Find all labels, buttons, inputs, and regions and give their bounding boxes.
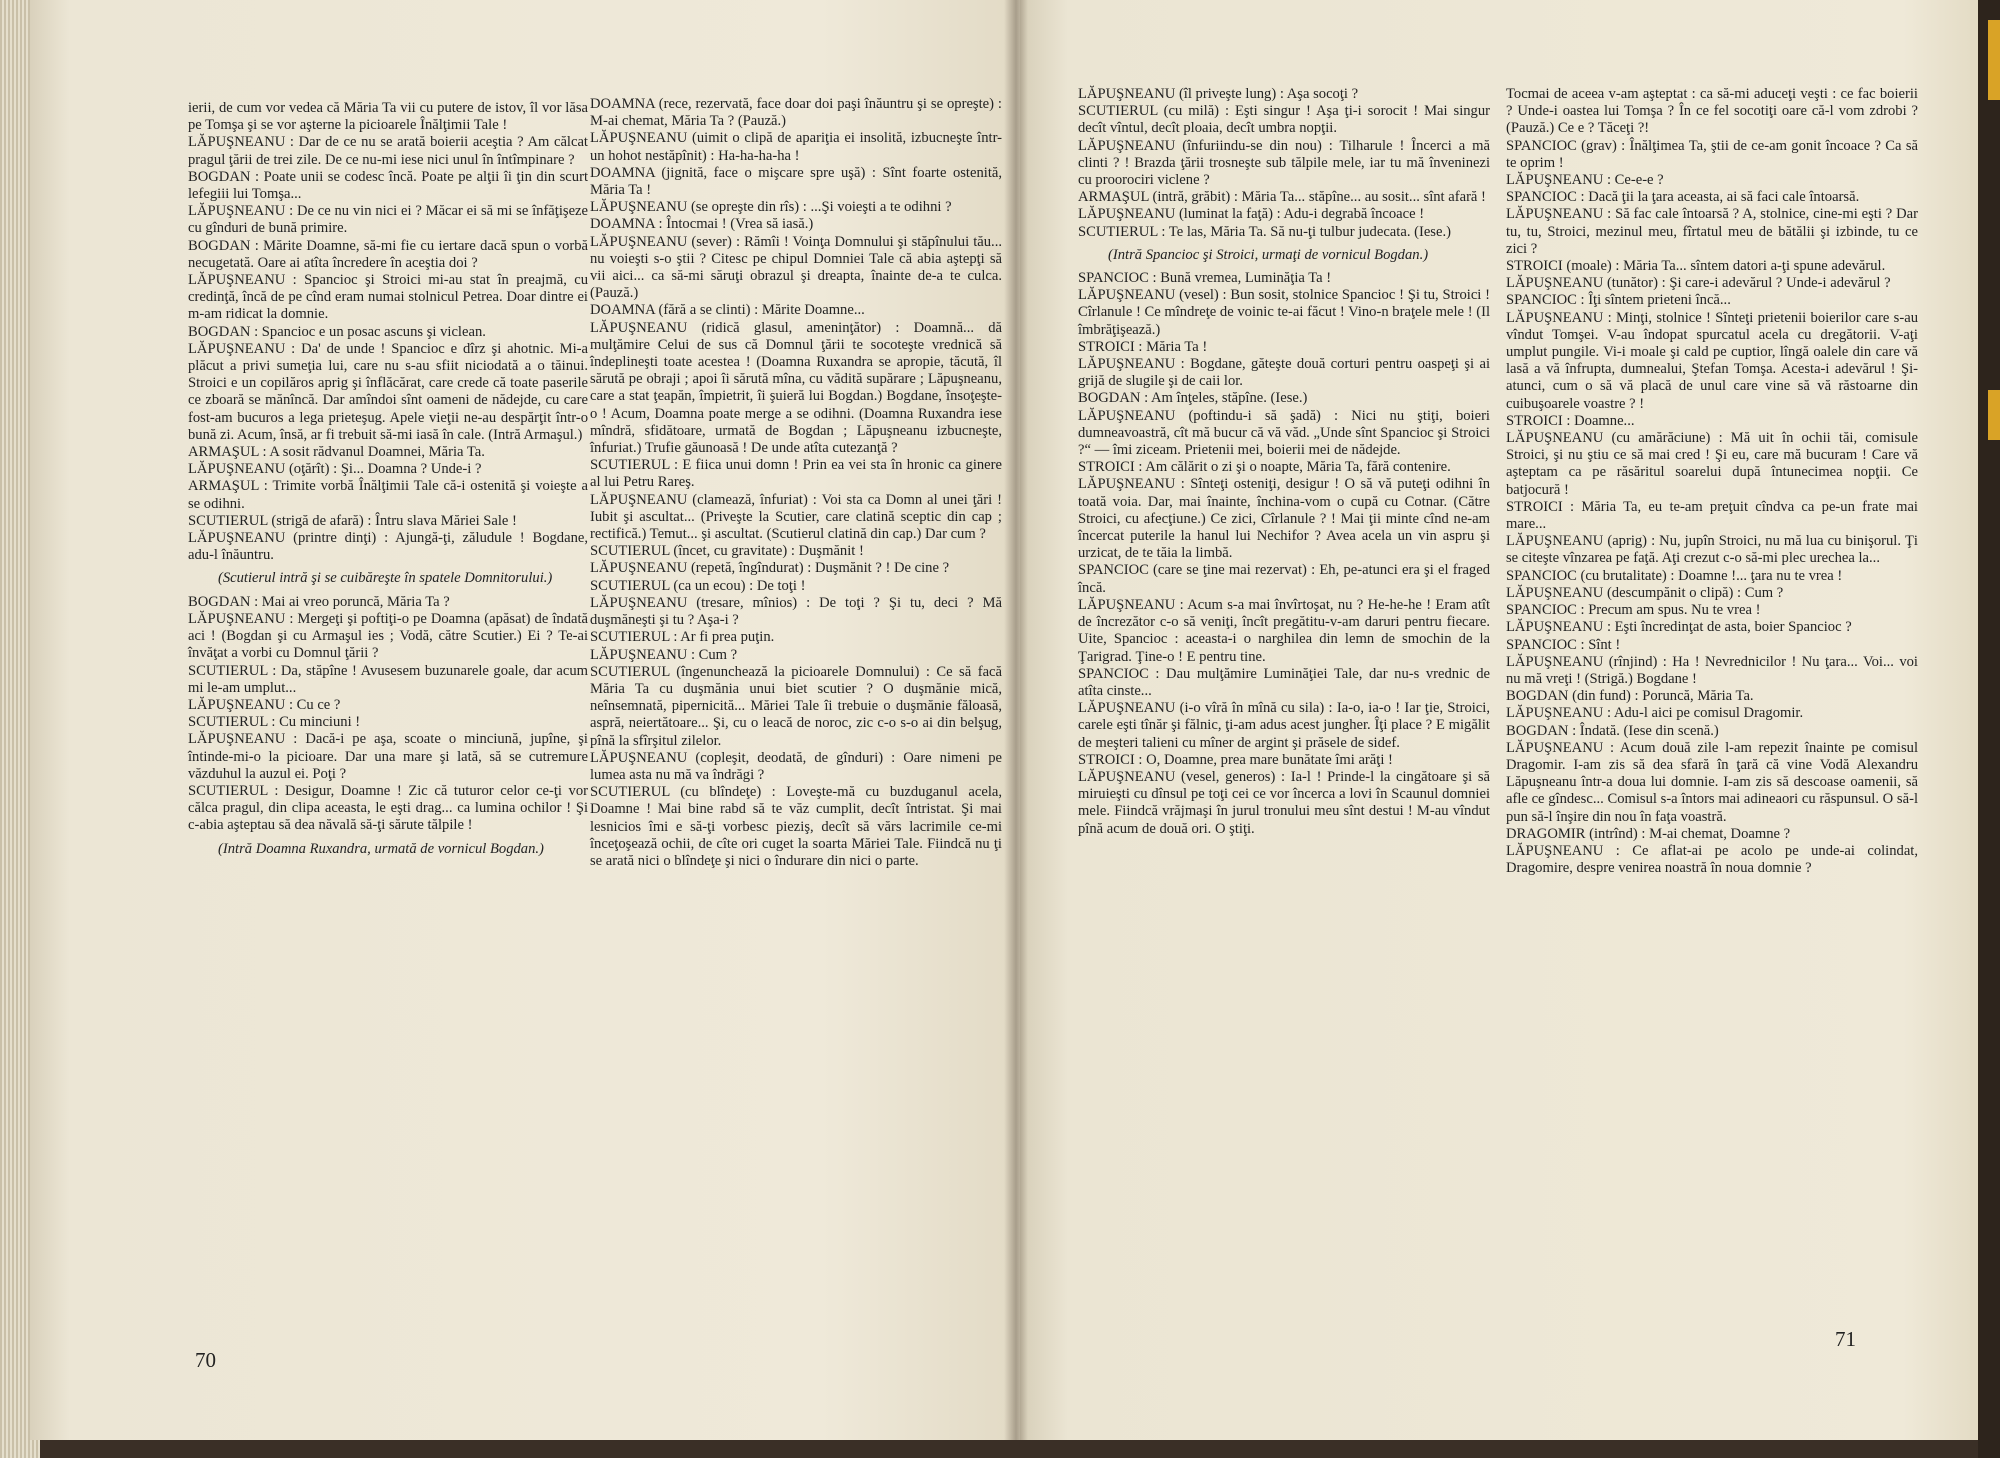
dialogue-line: BOGDAN : Am înţeles, stăpîne. (Iese.): [1078, 390, 1308, 407]
dialogue-line: LĂPUŞNEANU (luminat la faţă) : Adu-i degrabă încoace !: [1078, 206, 1425, 223]
dialogue-line: LĂPUŞNEANU (descumpănit o clipă) : Cum ?: [1506, 584, 1784, 601]
page-number-right: 71: [1835, 1327, 1856, 1351]
book-spine: [1004, 0, 1028, 1440]
dialogue-line: SCUTIERUL : Da, stăpîne ! Avusesem buzunarele goale, dar acum mi le-am umplut...: [188, 662, 588, 696]
dialogue-line: SPANCIOC (cu brutalitate) : Doamne !... ţara nu te vrea !: [1506, 567, 1843, 584]
dialogue-line: LĂPUŞNEANU : Cu ce ?: [188, 696, 341, 713]
dialogue-line: SCUTIERUL (strigă de afară) : Întru slava Măriei Sale !: [188, 512, 517, 529]
dialogue-line: LĂPUŞNEANU (îl priveşte lung) : Aşa socoţi ?: [1078, 86, 1359, 102]
page-number-left: 70: [195, 1348, 216, 1372]
dialogue-line: SCUTIERUL : Cu minciuni !: [188, 714, 361, 731]
dialogue-line: LĂPUŞNEANU : Să fac cale întoarsă ? A, stolnice, cine-mi eşti ? Dar tu, tu, Stroici, mezinul meu, fîrtatul meu de bătălii şi izbinde, tu ce zici ?: [1506, 206, 1918, 257]
dialogue-line: SCUTIERUL (cu milă) : Eşti singur ! Aşa ţi-i sorocit ! Mai singur decît vîntul, decît ploaia, decît umbra nopţii.: [1078, 103, 1490, 137]
dialogue-line: LĂPUŞNEANU : Ce aflat-ai pe acolo pe unde-ai colindat, Dragomire, despre venirea noastră în noua domnie ?: [1506, 842, 1918, 877]
dialogue-line: SPANCIOC (grav) : Înălţimea Ta, ştii de ce-am gonit încoace ? Ca să te oprim !: [1506, 137, 1918, 171]
dialogue-line: LĂPUŞNEANU (rînjind) : Ha ! Nevrednicilor ! Nu ţara... Voi... voi nu mă vreţi ! (Strigă.) Bogdane !: [1506, 653, 1918, 687]
stage-direction: (Intră Doamna Ruxandra, urmată de vornicul Bogdan.): [218, 840, 544, 857]
dialogue-line: SCUTIERUL : Desigur, Doamne ! Zic că tuturor celor ce-ţi vor călca pragul, din clipa aceasta, le eşti drag... ca lumina ochilor ! Şi c-abia aşteptau să dea năvală să-ţi sărute tălpile !: [188, 782, 588, 834]
dialogue-line: DOAMNA (rece, rezervată, face doar doi paşi înăuntru şi se opreşte) : M-ai chemat, Măria Ta ? (Pauză.): [590, 96, 1002, 130]
dialogue-line: LĂPUŞNEANU (tresare, mînios) : De toţi ? Şi tu, deci ? Mă duşmăneşti şi tu ? Aşa-i ?: [590, 594, 1002, 629]
cover-edge: [1978, 0, 2000, 1458]
dialogue-line: LĂPUŞNEANU : Spancioc şi Stroici mi-au stat în preajmă, cu credinţă, încă de pe cînd eram numai stolnicul Petrea. Doar dintre ei m-am ridicat la domnie.: [188, 272, 588, 323]
right-column-2: [1506, 86, 1918, 877]
dialogue-line: SPANCIOC : Sînt !: [1506, 636, 1621, 653]
dialogue-line: LĂPUŞNEANU (printre dinţi) : Ajungă-ţi, zăludule ! Bogdane, adu-l înăuntru.: [188, 530, 588, 564]
dialogue-line: STROICI (moale) : Măria Ta... sîntem datori a-ţi spune adevărul.: [1506, 258, 1886, 275]
dialogue-line: SCUTIERUL : E fiica unui domn ! Prin ea vei sta în hronic ca ginere al lui Petru Rareş.: [590, 457, 1002, 491]
dialogue-line: SPANCIOC (care se ţine mai rezervat) : Eh, pe-atunci era şi el fraged încă.: [1078, 562, 1490, 596]
dialogue-line: LĂPUŞNEANU (aprig) : Nu, jupîn Stroici, nu mă lua cu binişorul. Ţi se citeşte vînzarea pe faţă. Aţi crezut c-o să-mi plec urechea la...: [1506, 533, 1918, 567]
dialogue-line: LĂPUŞNEANU : Adu-l aici pe comisul Dragomir.: [1506, 705, 1804, 722]
dialogue-line: ARMAŞUL (intră, grăbit) : Măria Ta... stăpîne... au sosit... sînt afară !: [1078, 189, 1486, 206]
dialogue-line: LĂPUŞNEANU (i-o vîră în mînă cu sila) : Ia-o, ia-o ! Iar ţie, Stroici, carele eşti tînăr şi fălnic, ţi-am adus acest jungher. Îţi place ? E migălit de meşteri talieni cu mîner de argint şi prăsele de sidef.: [1078, 700, 1490, 751]
dialogue-line: BOGDAN : Mai ai vreo poruncă, Măria Ta ?: [188, 593, 450, 610]
bookmark-tab: [1988, 20, 2000, 100]
left-page: [30, 0, 1020, 1440]
dialogue-line: LĂPUŞNEANU : Ce-e-e ?: [1506, 172, 1664, 189]
dialogue-line: ARMAŞUL : A sosit rădvanul Doamnei, Măria Ta.: [188, 444, 485, 461]
dialogue-line: SCUTIERUL : Ar fi prea puţin.: [590, 629, 775, 646]
dialogue-line: DOAMNA (fără a se clinti) : Mărite Doamne...: [590, 302, 865, 319]
dialogue-line: STROICI : Am călărit o zi şi o noapte, Măria Ta, fără contenire.: [1078, 459, 1451, 476]
dialogue-line: SCUTIERUL (îngenunchează la picioarele Domnului) : Ce să facă Măria Ta cu duşmănia unui biet scutier ? O duşmănie mică, neînsemnată, pipernicită... Măriei Tale îi trebuie o duşmănie făloasă, aspră, neiertătoare... Şi, cu o leacă de noroc, zic c-o s-o ai din belşug, pînă la sfîrşitul zilelor.: [590, 663, 1002, 749]
dialogue-line: BOGDAN : Poate unii se codesc încă. Poate pe alţii îi ţin din scurt lefegiii lui Tomşa...: [188, 168, 588, 203]
dialogue-line: LĂPUŞNEANU (ridică glasul, ameninţător) : Doamnă... dă mulţămire Celui de sus că Domnul ţării te socoteşte vrednică să îndeplineşti toate acestea ! (Doamna Ruxandra se apropie, tăcută, îl sărută pe obraji ; apoi îi sărută mîna, cu vădită supărare ; Lăpuşneanu, care a stat ţeapăn, împietrit, îi şuieră lui Bogdan.) Bogdane, însoţeşte-o ! Acum, Doamna poate merge a se odihni. (Doamna Ruxandra iese mîndră, sfidătoare, urmată de Bogdan ; Lăpuşneanu izbucneşte, înfuriat.) Trufie găunoasă ! De unde atîta cutezanţă ?: [590, 319, 1002, 457]
dialogue-line: LĂPUŞNEANU (clamează, înfuriat) : Voi sta ca Domn al unei ţări ! Iubit şi ascultat... (Priveşte la Scutier, care clatină sceptic din cap ; rectifică.) Temut... şi ascultat. (Scutierul clatină din cap.) Dar cum ?: [590, 491, 1002, 543]
dialogue-line: LĂPUŞNEANU (cu amărăciune) : Mă uit în ochii tăi, comisule Stroici, şi nu ştiu ce să mai cred ! Şi eu, care mă bucuram ! Care vă aşteptam ca pe răsăritul soarelui după întunecimea nopţii. Ce batjocură !: [1506, 430, 1918, 498]
dialogue-line: BOGDAN : Îndată. (Iese din scenă.): [1506, 722, 1719, 739]
dialogue-line: LĂPUŞNEANU : Da' de unde ! Spancioc e dîrz şi ahotnic. Mi-a plăcut a privi sumeţia lui, care nu s-au sfiit niciodată a o tăinui. Stroici e un copilăros aprig şi înflăcărat, care crede că toate paserile ce zboară se mănîncă. Dar amîndoi sînt oameni de nădejde, cu care fost-am bucuros a lega prieteşug. Apele vieţii ne-au despărţit într-o bună zi. Acum, însă, ar fi trebuit să-mi iasă în cale. (Intră Armaşul.): [188, 340, 588, 443]
dialogue-line: DOAMNA (jignită, face o mişcare spre uşă) : Sînt foarte ostenită, Măria Ta !: [590, 164, 1002, 199]
dialogue-line: SPANCIOC : Precum am spus. Nu te vrea !: [1506, 602, 1761, 619]
dialogue-line: STROICI : Măria Ta, eu te-am preţuit cîndva ca pe-un frate mai mare...: [1506, 498, 1918, 533]
dialogue-line: LĂPUŞNEANU (oţărît) : Şi... Doamna ? Unde-i ?: [188, 461, 482, 478]
dialogue-line: LĂPUŞNEANU (poftindu-i să şadă) : Nici nu ştiţi, boieri dumneavoastră, cît mă bucur că vă văd. „Unde sînt Spancioc şi Stroici ?“ — îmi ziceam. Prietenii mei, boierii mei de nădejde.: [1078, 407, 1490, 459]
right-column-1: [1078, 86, 1490, 838]
dialogue-line: SCUTIERUL (ca un ecou) : De toţi !: [590, 577, 806, 594]
dialogue-line: STROICI : O, Doamne, prea mare bunătate îmi arăţi !: [1078, 751, 1393, 768]
dialogue-line: LĂPUŞNEANU (repetă, îngîndurat) : Duşmănit ? ! De cine ?: [590, 560, 950, 577]
dialogue-line: SCUTIERUL (încet, cu gravitate) : Duşmănit !: [590, 543, 864, 560]
dialogue-line: BOGDAN : Spancioc e un posac ascuns şi viclean.: [188, 323, 486, 340]
dialogue-line: DOAMNA : Întocmai ! (Vrea să iasă.): [590, 216, 814, 233]
dialogue-line: LĂPUŞNEANU (sever) : Rămîi ! Voinţa Domnului şi stăpînului tău... nu voieşti s-o ştii ? Citesc pe chipul Domniei Tale că abia aştepţi să vii aici... ca să-mi săruţi obrazul şi dreapta, înainte de-a te culca. (Pauză.): [590, 233, 1002, 302]
dialogue-line: LĂPUŞNEANU (copleşit, deodată, de gînduri) : Oare nimeni pe lumea asta nu mă va îndrăgi ?: [590, 749, 1002, 783]
dialogue-line: LĂPUŞNEANU : Dacă-i pe aşa, scoate o minciună, jupîne, şi întinde-mi-o la picioare. Dar una mare şi lată, să se cutremure văzduhul la auzul ei. Poţi ?: [188, 731, 588, 782]
dialogue-line: LĂPUŞNEANU : De ce nu vin nici ei ? Măcar ei să mi se înfăţişeze cu gînduri de bună primire.: [188, 203, 588, 237]
dialogue-line: LĂPUŞNEANU : Dar de ce nu se arată boierii aceştia ? Am călcat pragul ţării de trei zile. De ce nu-mi iese nici unul în întîmpinare ?: [188, 134, 588, 168]
dialogue-line: LĂPUŞNEANU : Acum s-a mai învîrtoşat, nu ? He-he-he ! Eram atît de încrezător c-o să veniţi, încît pregătitu-v-am daruri pentru fiecare. Uite, Spancioc : aceasta-i o narghilea din lemn de smochin de la Ţarigrad. Ţine-o ! E pentru tine.: [1078, 596, 1490, 665]
dialogue-line: LĂPUŞNEANU : Mergeţi şi poftiţi-o pe Doamna (apăsat) de îndată aci ! (Bogdan şi cu Armaşul ies ; Vodă, către Scutier.) Ei ? Te-ai învăţat a vorbi cu Domnul ţării ?: [188, 610, 588, 662]
left-column-2: [590, 96, 1002, 870]
dialogue-line: BOGDAN : Mărite Doamne, să-mi fie cu iertare dacă spun o vorbă necugetată. Oare ai atîta încredere în aceştia doi ?: [188, 237, 588, 271]
dialogue-line: ierii, de cum vor vedea că Măria Ta vii cu putere de istov, îl vor lăsa pe Tomşa şi se vor aşterne la picioarele Înălţimii Tale !: [188, 100, 588, 134]
dialogue-line: SPANCIOC : Bună vremea, Luminăţia Ta !: [1078, 270, 1332, 287]
dialogue-line: ARMAŞUL : Trimite vorbă Înălţimii Tale că-i ostenită şi voieşte a se odihni.: [188, 478, 588, 512]
dialogue-line: LĂPUŞNEANU (înfuriindu-se din nou) : Tilharule ! Încerci a mă clinti ? ! Brazda ţării trosneşte sub tălpile mele, iar tu mă înveninezi cu proorociri viclene ?: [1078, 137, 1490, 189]
dialogue-line: LĂPUŞNEANU : Bogdane, găteşte două corturi pentru oaspeţi şi ai grijă de slugile şi de caii lor.: [1078, 356, 1490, 390]
stage-direction: (Scutierul intră şi se cuibăreşte în spatele Domnitorului.): [218, 570, 553, 587]
dialogue-line: BOGDAN (din fund) : Poruncă, Măria Ta.: [1506, 688, 1754, 705]
dialogue-line: LĂPUŞNEANU (uimit o clipă de apariţia ei insolită, izbucneşte într-un hohot nestăpînit) : Ha-ha-ha-ha !: [590, 130, 1002, 164]
bookmark-tab: [1988, 390, 2000, 440]
dialogue-line: LĂPUŞNEANU (vesel) : Bun sosit, stolnice Spancioc ! Şi tu, Stroici ! Cîrlanule ! Ce mîndreţe de voinic te-ai făcut ! Vino-n braţele mele ! (Il îmbrăţişează.): [1078, 287, 1490, 338]
dialogue-line: SPANCIOC : Dau mulţămire Luminăţiei Tale, dar nu-s vrednic de atîta cinste...: [1078, 665, 1490, 699]
dialogue-line: LĂPUŞNEANU : Minţi, stolnice ! Sînteţi prietenii boierilor care s-au vîndut Tomşei. V-au îndopat spurcatul acela cu dregătorii. V-aţi umplut pungile. Vi-i moale şi cald pe cuptior, lîngă oalele din care vă lasă a vă înfrupta, dumnealui, Ştefan Tomşa. Acesta-i adevărul ! Şi-atunci, cum o să vă placă de unul care vine să vă răstoarne din cuibuşoarele voastre ? !: [1506, 309, 1918, 412]
dialogue-line: SCUTIERUL : Te las, Măria Ta. Să nu-ţi tulbur judecata. (Iese.): [1078, 223, 1451, 240]
dialogue-line: STROICI : Măria Ta !: [1078, 338, 1208, 355]
dialogue-line: SPANCIOC : Dacă ţii la ţara aceasta, ai să faci cale întoarsă.: [1506, 189, 1860, 206]
stage-direction: (Intră Spancioc şi Stroici, urmaţi de vornicul Bogdan.): [1108, 246, 1429, 263]
left-column-1: [188, 100, 588, 864]
dialogue-line: DRAGOMIR (intrînd) : M-ai chemat, Doamne ?: [1506, 825, 1791, 842]
dialogue-line: SPANCIOC : Îţi sîntem prieteni încă...: [1506, 292, 1731, 309]
dialogue-line: LĂPUŞNEANU : Acum două zile l-am repezit înainte pe comisul Dragomir. I-am zis să dea sfară în ţară că vine Vodă Alexandru Lăpuşneanu într-a doua lui domnie. I-am zis să descoase oamenii, să afle ce gîndesc... Comisul s-a întors mai adineaori cu răspunsul. O să-l pun să-l înşire din nou în faţa voastră.: [1506, 739, 1918, 825]
dialogue-line: LĂPUŞNEANU : Eşti încredinţat de asta, boier Spancioc ?: [1506, 619, 1852, 636]
dialogue-line: Tocmai de aceea v-am aşteptat : ca să-mi aduceţi veşti : ce fac boierii ? Unde-i oastea lui Tomşa ? În ce fel socotiţi oare că-l vom zdrobi ? (Pauză.) Ce e ? Tăceţi ?!: [1506, 86, 1918, 137]
dialogue-line: LĂPUŞNEANU : Sînteţi osteniţi, desigur ! O să vă puteţi odihni în toată voia. Dar, mai înainte, închina-vom o cupă cu Cotnar. (Către Stroici, cu afecţiune.) Ce zici, Cîrlanule ? ! Mai ţii minte cînd ne-am încercat puterile la hanul lui Nechifor ? Avea acela un vin aspru şi urzicat, de te tăia la limbă.: [1078, 476, 1490, 562]
dialogue-line: SCUTIERUL (cu blîndeţe) : Loveşte-mă cu buzduganul acela, Doamne ! Mai bine rabd să te văz cumplit, decît întristat. Şi mai lesnicios îmi e să-ţi vorbesc pieziş, decît să vărs lacrimile ce-mi înceţoşează ochii, de cîte ori cuget la soarta Măriei Tale. Fiindcă nu ţi se arată nici o blîndeţe şi nici o îndurare din nici o parte.: [590, 784, 1002, 869]
right-page: [1020, 0, 1980, 1440]
dialogue-line: LĂPUŞNEANU : Cum ?: [590, 646, 738, 663]
dialogue-line: LĂPUŞNEANU (vesel, generos) : Ia-l ! Prinde-l la cingătoare şi să miruieşti cu dînsul pe toţi cei ce vor încerca a lovi în Scaunul domniei mele. Fiindcă vrăjmaşi în jurul tronului meu sînt destui ! M-au vîndut pînă acum de două ori. O ştiţi.: [1078, 768, 1490, 837]
dialogue-line: STROICI : Doamne...: [1506, 412, 1635, 429]
dialogue-line: LĂPUŞNEANU (tunător) : Şi care-i adevărul ? Unde-i adevărul ?: [1506, 275, 1891, 292]
dialogue-line: LĂPUŞNEANU (se opreşte din rîs) : ...Şi voieşti a te odihni ?: [590, 199, 952, 216]
